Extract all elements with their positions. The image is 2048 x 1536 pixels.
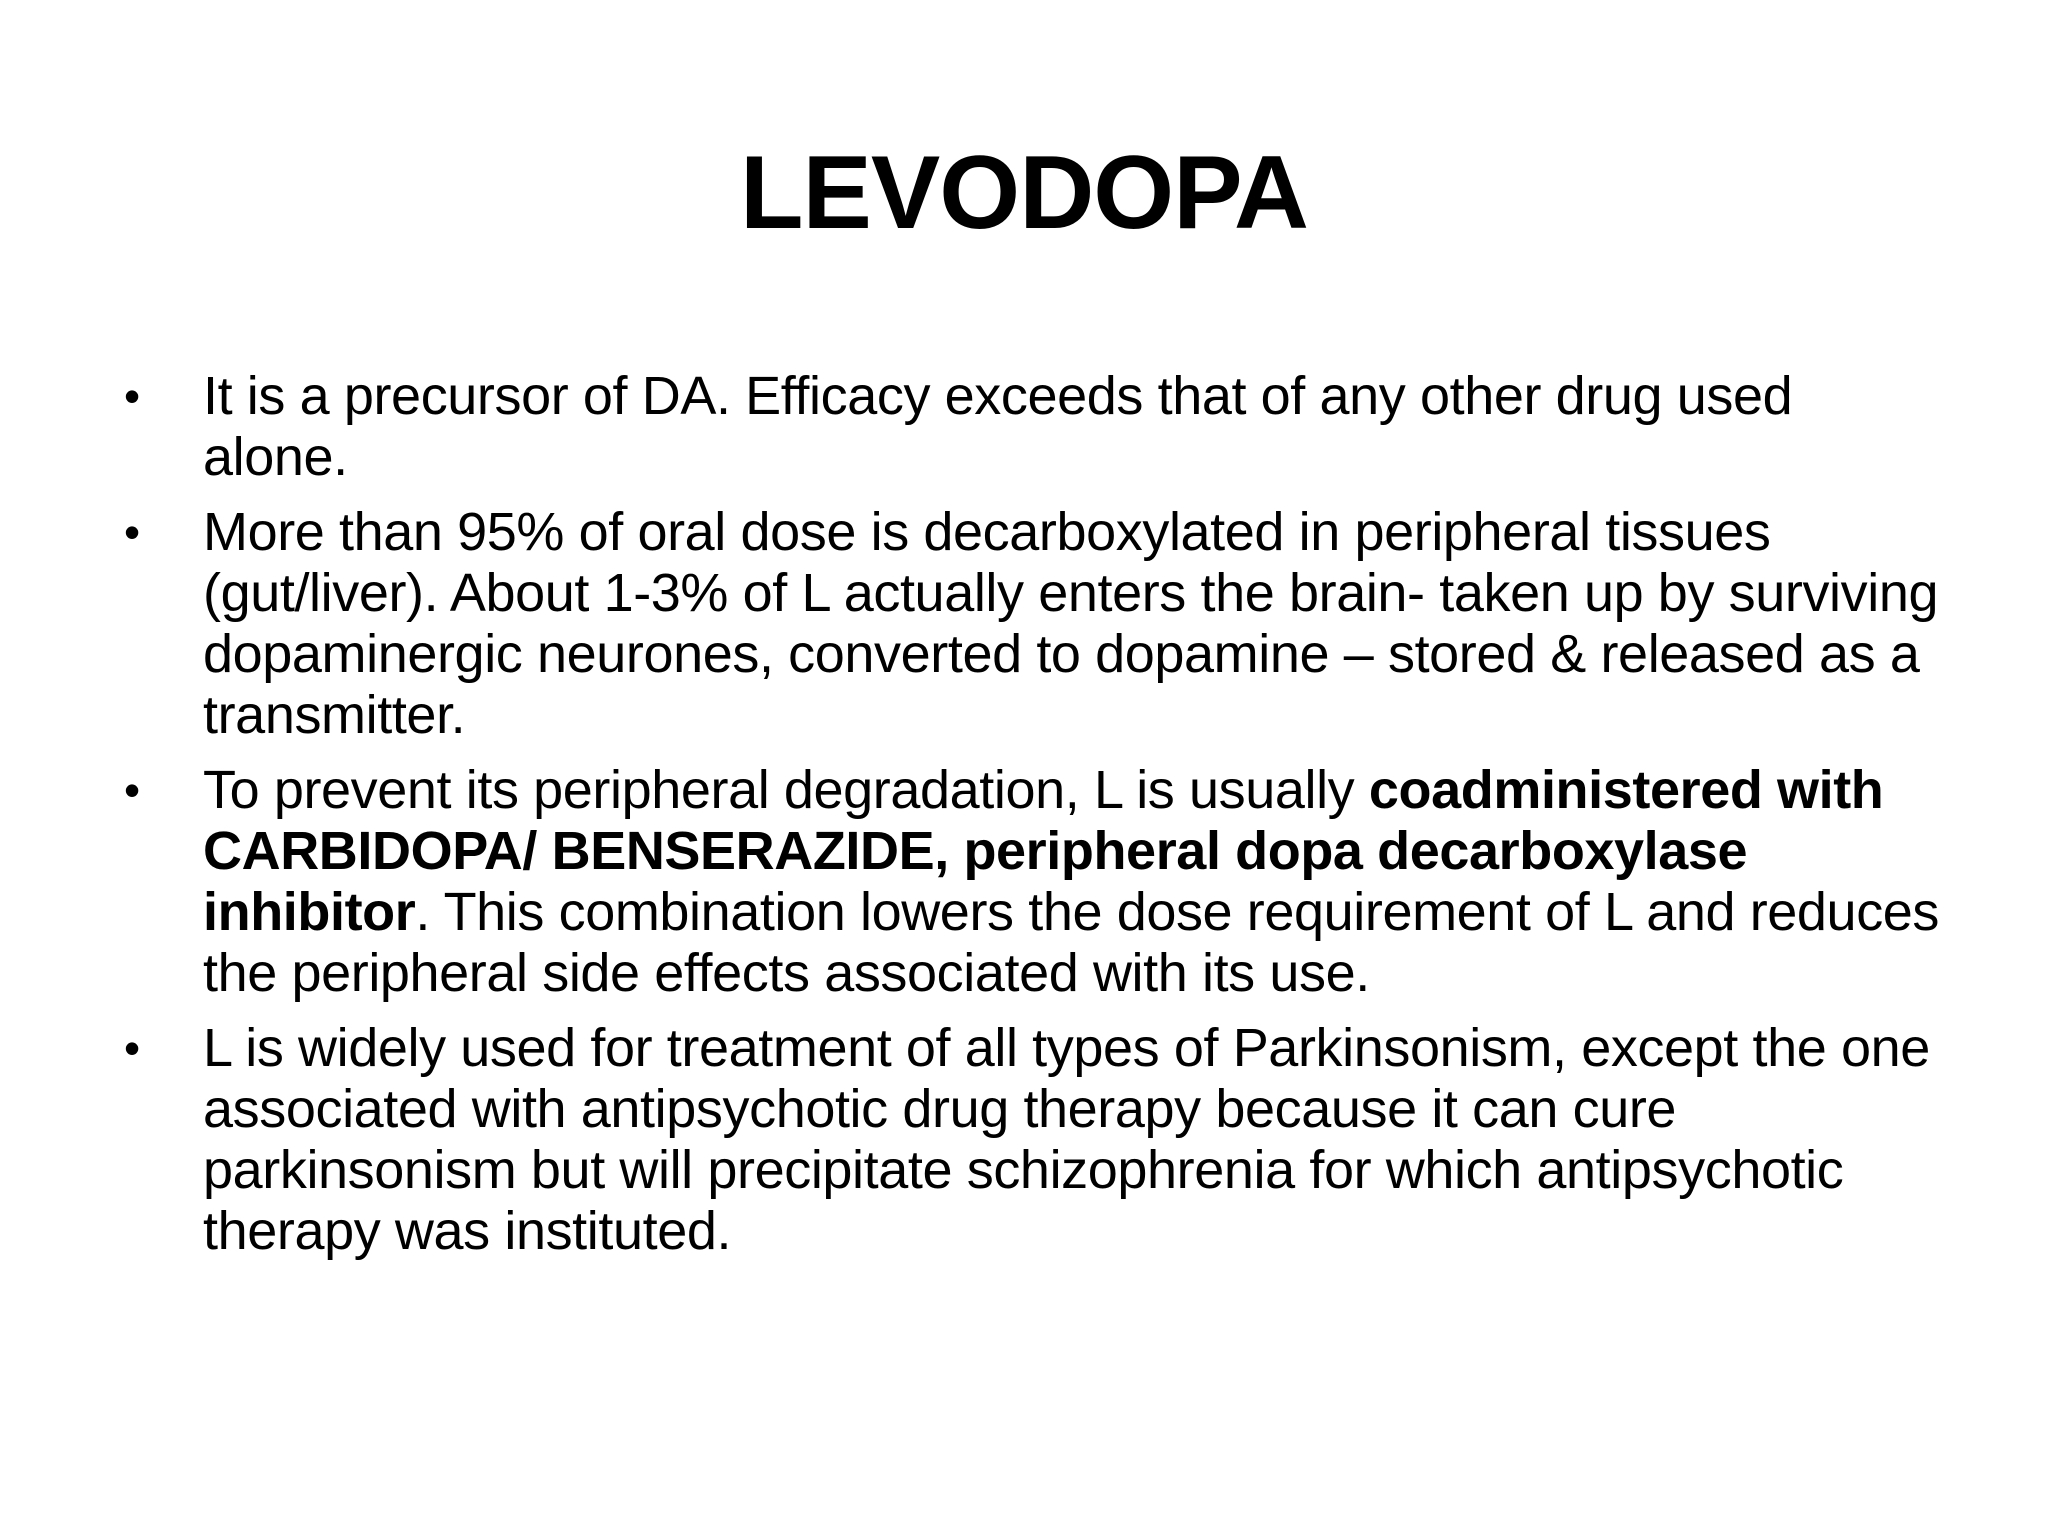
bullet-text: More than 95% of oral dose is decarboxylated in peripheral tissues (gut/liver). About 1-3% of L actually enters the brain- taken up by surviving dopaminergic neurones, converted to dopamine – stored & released as a transmitter.: [203, 502, 1939, 745]
bullet-list: [120, 366, 1940, 1276]
bullet-text: L is widely used for treatment of all types of Parkinsonism, except the one associated with antipsychotic drug therapy because it can cure parkinsonism but will precipitate schizophrenia for which antipsychotic therapy was instituted.: [203, 1018, 1930, 1261]
bullet-item: [120, 760, 1940, 1004]
bullet-icon: •: [124, 370, 140, 422]
bullet-icon: •: [124, 1022, 140, 1074]
bullet-text-end: . This combination lowers the dose requirement of L and reduces the peripheral side effects associated with its use.: [203, 882, 1940, 1003]
bullet-text-start: To prevent its peripheral degradation, L is usually: [203, 760, 1369, 820]
bullet-icon: •: [124, 506, 140, 558]
bullet-item: [120, 366, 1940, 488]
bullet-text-bold: coadministered with CARBIDOPA/ BENSERAZIDE, peripheral dopa decarboxylase inhibitor: [203, 760, 1884, 942]
bullet-item: [120, 502, 1940, 746]
bullet-item: [120, 1018, 1940, 1262]
slide-title: LEVODOPA: [740, 135, 1308, 251]
bullet-text: It is a precursor of DA. Efficacy exceeds that of any other drug used alone.: [203, 366, 1793, 487]
bullet-icon: •: [124, 764, 140, 816]
